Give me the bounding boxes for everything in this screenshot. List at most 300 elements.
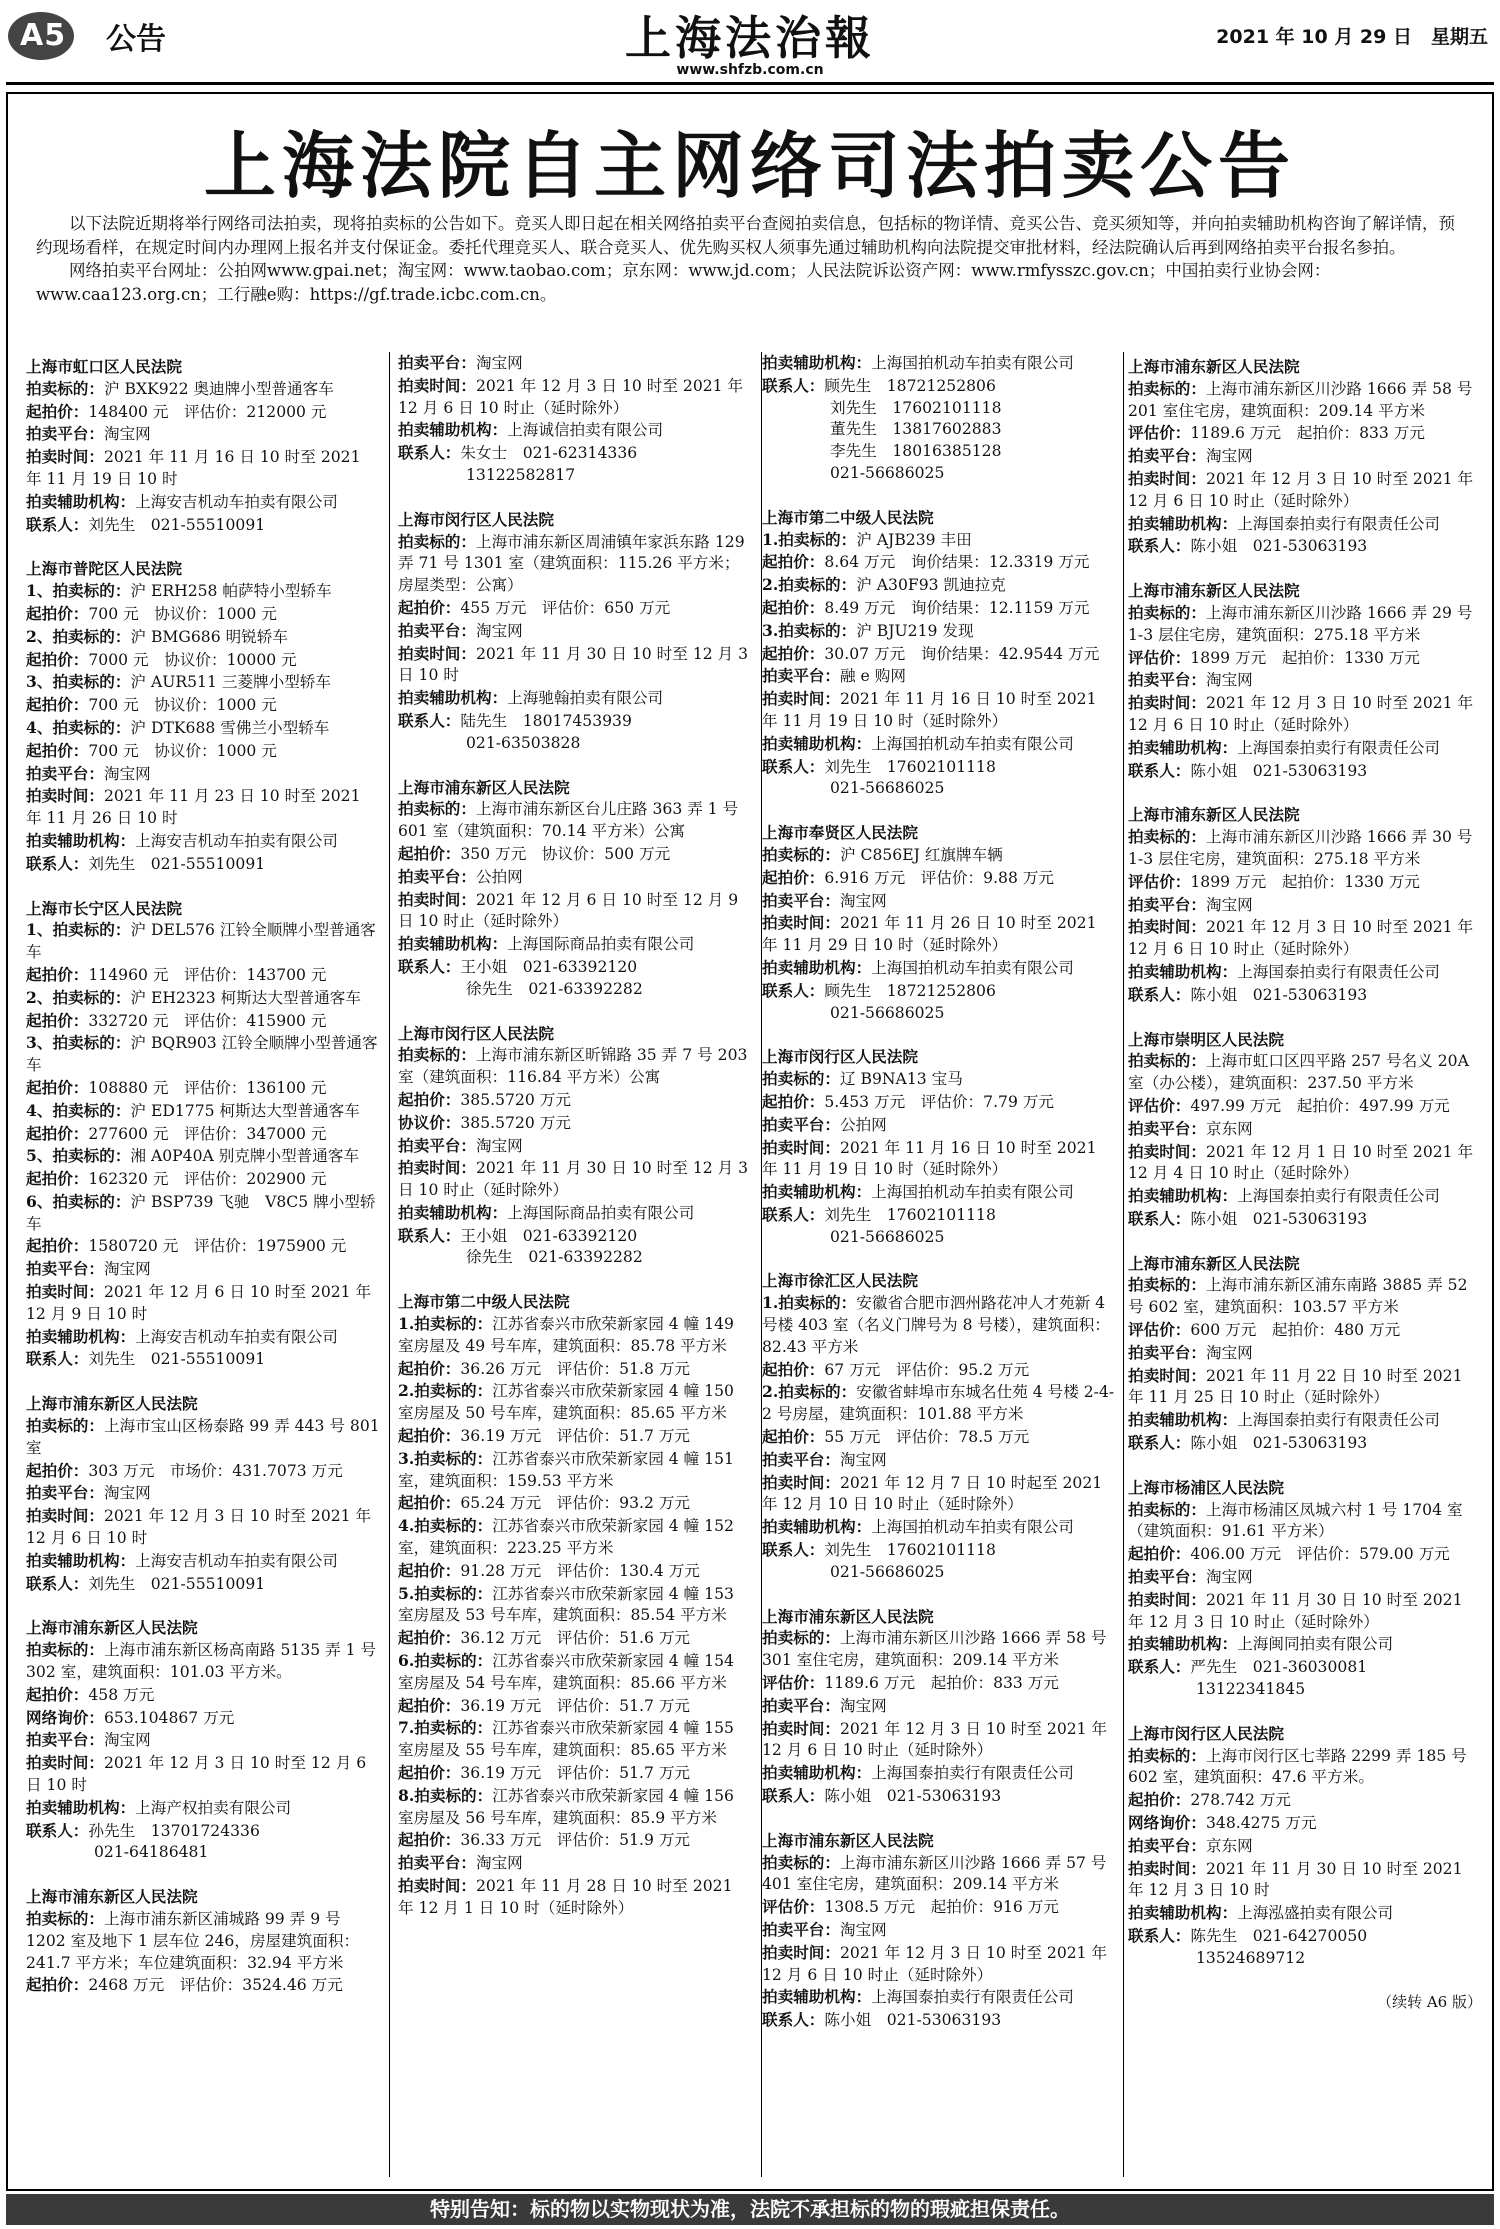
column-3 — [762, 352, 1116, 2177]
field-label: 拍卖标的： — [26, 378, 104, 398]
notice-line — [1128, 669, 1482, 692]
notice-line — [1128, 1812, 1482, 1835]
field-value: 2021 年 11 月 30 日 10 时至 12 月 3 日 10 时止（延时除外） — [398, 1159, 749, 1200]
field-value: 刘先生 021-55510091 — [88, 854, 266, 873]
field-label: 2.拍卖标的： — [762, 575, 857, 595]
field-value: 1189.6 万元 起拍价：833 万元 — [1190, 424, 1425, 443]
notice-line — [398, 1358, 752, 1381]
field-label: 拍卖辅助机构： — [26, 830, 136, 850]
field-label: 拍卖辅助机构： — [26, 491, 136, 511]
field-label: 拍卖时间： — [398, 375, 476, 395]
court-name: 上海市浦东新区人民法院 — [26, 1887, 198, 1907]
field-value: 36.19 万元 评估价：51.7 万元 — [460, 1427, 691, 1446]
notice-line — [26, 423, 380, 446]
field-label: 联系人： — [398, 443, 461, 463]
notice-line — [26, 853, 380, 876]
field-label: 联系人： — [762, 1540, 825, 1560]
notice-line — [26, 919, 380, 964]
field-label: 2、拍卖标的： — [26, 626, 131, 646]
field-value: 陈小姐 021-53063193 — [1190, 537, 1368, 556]
field-label: 拍卖辅助机构： — [1128, 513, 1238, 533]
field-label: 联系人： — [26, 1573, 89, 1593]
field-label: 拍卖平台： — [762, 890, 840, 910]
auction-notice — [762, 1830, 1116, 2032]
notice-line — [762, 1562, 1116, 1584]
field-label: 1.拍卖标的： — [398, 1314, 493, 1334]
field-label: 起拍价： — [762, 643, 825, 663]
notice-line — [762, 1672, 1116, 1695]
notice-line — [1128, 1274, 1482, 1319]
notice-line — [762, 844, 1116, 867]
notice-line — [398, 956, 752, 979]
field-value: 刘先生 021-55510091 — [88, 515, 266, 534]
field-value: 董先生 13817602883 — [830, 420, 1002, 439]
field-value: 385.5720 万元 — [460, 1090, 571, 1109]
field-value: 刘先生 021-55510091 — [88, 1574, 266, 1593]
field-label: 联系人： — [762, 980, 825, 1000]
field-value: 021-56686025 — [830, 1562, 945, 1581]
field-label: 2、拍卖标的： — [26, 987, 131, 1007]
intro-text — [36, 212, 1464, 306]
notice-line — [398, 1425, 752, 1448]
field-label: 2.拍卖标的： — [762, 1382, 857, 1402]
notice-line — [26, 1348, 380, 1371]
field-value: 303 万元 市场价：431.7073 万元 — [88, 1461, 343, 1480]
auction-notice — [398, 1291, 752, 1919]
field-label: 拍卖辅助机构： — [26, 1550, 136, 1570]
field-label: 拍卖标的： — [1128, 1275, 1206, 1295]
field-value: 王小姐 021-63392120 — [460, 957, 638, 976]
notice-line — [762, 778, 1116, 800]
court-name: 上海市长宁区人民法院 — [26, 898, 182, 918]
field-label: 起拍价： — [26, 603, 89, 623]
notice-line — [26, 1573, 380, 1596]
field-label: 1.拍卖标的： — [762, 1293, 857, 1313]
auction-notice — [398, 1023, 752, 1270]
field-label: 拍卖时间： — [398, 1158, 476, 1178]
field-value: 淘宝网 — [475, 1854, 523, 1873]
notice-line — [762, 597, 1116, 620]
field-value: 497.99 万元 起拍价：497.99 万元 — [1190, 1096, 1450, 1115]
auction-notice — [26, 898, 380, 1372]
field-value: 700 元 协议价：1000 元 — [88, 604, 277, 623]
notice-line — [1128, 1342, 1482, 1365]
field-value: 融 e 购网 — [839, 667, 906, 686]
notice-line — [1128, 647, 1482, 670]
field-value: 2468 万元 评估价：3524.46 万元 — [88, 1976, 343, 1995]
field-value: 上海国泰拍卖行有限责任公司 — [871, 1988, 1074, 2007]
notice-line — [1128, 1118, 1482, 1141]
field-label: 评估价： — [1128, 423, 1191, 443]
field-label: 拍卖时间： — [1128, 1141, 1206, 1161]
field-label: 起拍价： — [26, 1460, 89, 1480]
notice-line — [1128, 1948, 1482, 1970]
field-value: 陈小姐 021-53063193 — [1190, 1434, 1368, 1453]
notice-line — [26, 717, 380, 740]
field-value: 36.19 万元 评估价：51.7 万元 — [460, 1696, 691, 1715]
notice-line — [26, 446, 380, 491]
field-label: 联系人： — [762, 2010, 825, 2030]
column-1 — [26, 352, 380, 2177]
notice-line — [398, 1650, 752, 1695]
field-value: 上海国泰拍卖行有限责任公司 — [1237, 1411, 1440, 1430]
field-value: 淘宝网 — [1205, 671, 1253, 690]
field-label: 拍卖平台： — [398, 353, 476, 372]
field-value: 沪 A30F93 凯迪拉克 — [856, 576, 1006, 595]
field-value: 淘宝网 — [103, 1484, 151, 1503]
notice-line — [1128, 468, 1482, 513]
notice-line — [762, 1695, 1116, 1718]
notice-line — [398, 933, 752, 956]
field-value: 孙先生 13701724336 — [88, 1821, 260, 1840]
field-label: 联系人： — [762, 1204, 825, 1224]
field-value: 1189.6 万元 起拍价：833 万元 — [824, 1674, 1059, 1693]
notice-line — [26, 987, 380, 1010]
field-label: 起拍价： — [762, 1427, 825, 1447]
field-label: 拍卖标的： — [26, 1909, 104, 1928]
notice-line — [1128, 535, 1482, 558]
field-label: 联系人： — [26, 853, 89, 873]
field-value: 陈小姐 021-53063193 — [1190, 1209, 1368, 1228]
field-value: 8.49 万元 询价结果：12.1159 万元 — [824, 598, 1090, 617]
notice-line — [1128, 984, 1482, 1007]
field-value: 600 万元 起拍价：480 万元 — [1190, 1321, 1401, 1340]
field-value: 陈小姐 021-53063193 — [1190, 985, 1368, 1004]
court-name: 上海市虹口区人民法院 — [26, 357, 182, 376]
notice-line — [26, 1415, 380, 1460]
field-label: 拍卖辅助机构： — [1128, 1410, 1238, 1430]
auction-notice — [398, 352, 752, 487]
field-value: 36.26 万元 评估价：51.8 万元 — [460, 1359, 691, 1378]
auction-notice — [26, 356, 380, 536]
auction-notice — [398, 509, 752, 755]
field-value: 上海安吉机动车拍卖有限公司 — [135, 1327, 338, 1346]
field-value: 021-56686025 — [830, 463, 945, 482]
notice-line — [398, 1785, 752, 1830]
field-value: 沪 BMG686 明锐轿车 — [130, 627, 288, 646]
field-value: 021-63503828 — [466, 733, 581, 752]
field-label: 起拍价： — [26, 1236, 89, 1256]
field-label: 4.拍卖标的： — [398, 1516, 493, 1536]
field-label: 协议价： — [398, 1112, 461, 1132]
field-label: 3.拍卖标的： — [398, 1448, 493, 1468]
court-name: 上海市杨浦区人民法院 — [1128, 1477, 1284, 1497]
field-value: 2021 年 11 月 30 日 10 时至 2021 年 12 月 3 日 10 时 — [1128, 1859, 1463, 1900]
field-label: 拍卖平台： — [26, 763, 104, 783]
field-value: 65.24 万元 评估价：93.2 万元 — [460, 1494, 691, 1513]
notice-line — [398, 1313, 752, 1358]
notice-line — [398, 1247, 752, 1269]
notice-line — [762, 2009, 1116, 2032]
field-label: 拍卖标的： — [398, 799, 476, 819]
notice-line — [1128, 1589, 1482, 1634]
field-value: 653.104867 万元 — [103, 1708, 235, 1727]
notice-line — [762, 756, 1116, 779]
field-label: 拍卖平台： — [762, 666, 840, 686]
notice-line — [762, 1516, 1116, 1539]
field-value: 上海国拍机动车拍卖有限公司 — [871, 734, 1074, 753]
field-value: 淘宝网 — [103, 764, 151, 783]
field-label: 起拍价： — [762, 1359, 825, 1379]
field-value: 2021 年 12 月 3 日 10 时至 2021 年 12 月 6 日 10 时止（延时除外） — [1128, 469, 1474, 510]
field-label: 拍卖时间： — [1128, 1365, 1206, 1385]
field-label: 拍卖标的： — [762, 844, 840, 864]
field-label: 拍卖平台： — [1128, 1567, 1206, 1587]
field-value: 5.453 万元 评估价：7.79 万元 — [824, 1092, 1055, 1111]
field-value: 公拍网 — [839, 1115, 887, 1134]
field-value: 上海闽同拍卖有限公司 — [1237, 1635, 1394, 1654]
auction-notice — [26, 558, 380, 875]
notice-line — [26, 1123, 380, 1146]
auction-notice — [1128, 580, 1482, 782]
field-value: 114960 元 评估价：143700 元 — [88, 965, 327, 984]
field-value: 上海国拍机动车拍卖有限公司 — [871, 958, 1074, 977]
notice-line — [398, 465, 752, 487]
field-value: 021-56686025 — [830, 1003, 945, 1022]
field-label: 拍卖时间： — [26, 447, 104, 467]
notice-line — [762, 1785, 1116, 1808]
column-2 — [398, 352, 752, 2177]
notice-line — [26, 1235, 380, 1258]
field-value: 沪 BSP739 飞驰 V8C5 牌小型轿车 — [26, 1192, 376, 1233]
notice-line — [26, 1326, 380, 1349]
field-value: 淘宝网 — [839, 891, 887, 910]
auction-notice — [762, 507, 1116, 800]
auction-notice — [398, 777, 752, 1001]
field-value: 上海驰翰拍卖有限公司 — [507, 689, 664, 708]
notice-line — [1128, 1633, 1482, 1656]
field-label: 拍卖时间： — [1128, 917, 1206, 937]
notice-line — [26, 830, 380, 853]
field-value: 13122582817 — [466, 465, 576, 484]
field-value: 2021 年 11 月 30 日 10 时至 2021 年 12 月 3 日 10 时止（延时除外） — [1128, 1590, 1463, 1631]
notice-line — [1128, 1208, 1482, 1231]
field-value: 上海市浦东新区川沙路 1666 弄 30 号 1-3 层住宅房，建筑面积：275.18 平方米 — [1128, 828, 1473, 868]
field-value: 13122341845 — [1196, 1680, 1306, 1699]
field-label: 起拍价： — [398, 597, 461, 617]
field-value: 沪 BQR903 江铃全顺牌小型普通客车 — [26, 1034, 378, 1075]
field-value: 湘 A0P40A 别克牌小型普通客车 — [130, 1147, 360, 1166]
field-value: 1308.5 万元 起拍价：916 万元 — [824, 1898, 1059, 1917]
field-label: 评估价： — [762, 1673, 825, 1693]
notice-line — [26, 1145, 380, 1168]
field-label: 起拍价： — [26, 1010, 89, 1030]
notice-line — [762, 688, 1116, 733]
field-value: 2021 年 11 月 23 日 10 时至 2021 年 11 月 26 日 10 时 — [26, 787, 361, 828]
field-value: 刘先生 17602101118 — [824, 757, 996, 776]
field-value: 上海市浦东新区周浦镇年家浜东路 129 弄 71 号 1301 室（建筑面积：115.26 平方米；房屋类型：公寓） — [398, 532, 745, 595]
field-label: 联系人： — [398, 1225, 461, 1245]
notice-line — [1128, 1835, 1482, 1858]
intro-platforms: 网络拍卖平台网址：公拍网www.gpai.net；淘宝网：www.taobao.com；京东网：www.jd.com；人民法院诉讼资产网：www.rmfysszc.gov.cn；中国拍卖行业协会网：www.caa123.org.cn；工行融e购：https://gf.trade.icbc.com.cn。 — [36, 261, 1331, 304]
field-label: 拍卖时间： — [26, 1753, 104, 1773]
notice-line — [398, 1225, 752, 1248]
field-value: 2021 年 11 月 16 日 10 时至 2021 年 11 月 19 日 10 时（延时除外） — [762, 690, 1097, 730]
column-4 — [1128, 352, 1482, 2177]
field-value: 13524689712 — [1196, 1948, 1306, 1967]
field-value: 刘先生 17602101118 — [824, 1541, 996, 1560]
section-label: 公告 — [106, 22, 166, 57]
notice-line — [398, 687, 752, 710]
field-label: 起拍价： — [26, 695, 89, 715]
field-label: 拍卖时间： — [1128, 468, 1206, 488]
notice-line — [26, 740, 380, 763]
field-label: 拍卖标的： — [1128, 1499, 1206, 1519]
court-name: 上海市第二中级人民法院 — [762, 507, 934, 527]
court-name: 上海市普陀区人民法院 — [26, 559, 182, 579]
field-label: 拍卖平台： — [26, 1483, 104, 1503]
notice-line — [762, 1539, 1116, 1562]
court-name: 上海市崇明区人民法院 — [1128, 1029, 1284, 1049]
notice-line — [762, 1919, 1116, 1942]
notice-line — [762, 551, 1116, 574]
field-value: 350 万元 协议价：500 万元 — [460, 844, 671, 863]
notice-line — [1128, 1409, 1482, 1432]
auction-notice — [1128, 1029, 1482, 1231]
field-value: 京东网 — [1205, 1836, 1253, 1855]
field-label: 拍卖辅助机构： — [1128, 737, 1238, 757]
notice-line — [762, 463, 1116, 485]
field-value: 2021 年 11 月 16 日 10 时至 2021 年 11 月 19 日 10 时（延时除外） — [762, 1138, 1097, 1179]
field-value: 沪 AJB239 丰田 — [856, 530, 972, 549]
field-label: 联系人： — [1128, 536, 1191, 556]
notice-line — [762, 1003, 1116, 1025]
field-value: 2021 年 11 月 28 日 10 时至 2021 年 12 月 1 日 10 时（延时除外） — [398, 1877, 733, 1917]
court-name: 上海市浦东新区人民法院 — [26, 1394, 198, 1414]
field-value: 淘宝网 — [475, 1136, 523, 1155]
field-value: 上海市浦东新区川沙路 1666 弄 57 号 401 室住宅房，建筑面积：209.14 平方米 — [762, 1853, 1107, 1894]
notice-line — [1128, 1925, 1482, 1948]
field-label: 起拍价： — [26, 964, 89, 984]
notice-line — [762, 912, 1116, 957]
notice-line — [26, 964, 380, 987]
field-label: 拍卖标的： — [26, 1416, 104, 1436]
field-value: 700 元 协议价：1000 元 — [88, 741, 277, 760]
notice-line — [1128, 422, 1482, 445]
field-value: 上海国拍机动车拍卖有限公司 — [871, 1518, 1074, 1537]
field-value: 淘宝网 — [1205, 1568, 1253, 1587]
field-label: 起拍价： — [398, 1089, 461, 1109]
notice-line — [1128, 1656, 1482, 1679]
field-label: 拍卖标的： — [398, 1045, 476, 1065]
field-value: 徐先生 021-63392282 — [466, 1248, 643, 1267]
field-value: 7000 元 协议价：10000 元 — [88, 650, 297, 669]
field-label: 拍卖标的： — [1128, 602, 1206, 622]
notice-line — [398, 1380, 752, 1425]
auction-notice — [762, 352, 1116, 485]
auction-notice — [1128, 1723, 1482, 1970]
field-label: 拍卖辅助机构： — [1128, 961, 1238, 981]
field-label: 联系人： — [1128, 984, 1191, 1004]
field-value: 上海市浦东新区川沙路 1666 弄 29 号 1-3 层住宅房，建筑面积：275.18 平方米 — [1128, 603, 1473, 644]
notice-line — [762, 733, 1116, 756]
notice-line — [1128, 1185, 1482, 1208]
field-label: 拍卖时间： — [762, 1942, 840, 1962]
court-name: 上海市奉贤区人民法院 — [762, 823, 918, 843]
notice-line — [762, 1181, 1116, 1204]
court-name: 上海市浦东新区人民法院 — [1128, 1253, 1300, 1273]
field-value: 148400 元 评估价：212000 元 — [88, 402, 327, 421]
notice-line — [398, 620, 752, 643]
notice-line — [26, 1797, 380, 1820]
notice-line — [26, 1077, 380, 1100]
field-value: 385.5720 万元 — [460, 1113, 571, 1132]
notice-line — [1128, 916, 1482, 961]
notice-line — [1128, 961, 1482, 984]
notice-line — [1128, 1365, 1482, 1410]
notice-line — [398, 710, 752, 733]
field-value: 上海市浦东新区浦东南路 3885 弄 52 号 602 室，建筑面积：103.57 平方米 — [1128, 1276, 1468, 1317]
field-value: 上海市浦东新区台儿庄路 363 弄 1 号 601 室（建筑面积：70.14 平方米）公寓 — [398, 800, 739, 841]
field-value: 江苏省泰兴市欣荣新家园 4 幢 152 室，建筑面积：223.25 平方米 — [398, 1517, 734, 1558]
field-value: 沪 EH2323 柯斯达大型普通客车 — [130, 988, 361, 1007]
field-label: 拍卖辅助机构： — [1128, 1186, 1238, 1206]
field-value: 36.19 万元 评估价：51.7 万元 — [460, 1764, 691, 1783]
notice-line — [26, 1820, 380, 1843]
field-value: 上海市杨浦区凤城六村 1 号 1704 室（建筑面积：91.61 平方米） — [1128, 1500, 1463, 1541]
notice-line — [762, 1986, 1116, 2009]
field-label: 评估价： — [762, 1897, 825, 1917]
court-name: 上海市徐汇区人民法院 — [762, 1271, 918, 1291]
field-label: 评估价： — [1128, 1095, 1191, 1115]
notice-line — [762, 1227, 1116, 1249]
field-label: 评估价： — [1128, 1320, 1191, 1340]
intro-paragraph: 以下法院近期将举行网络司法拍卖，现将拍卖标的公告如下。竞买人即日起在相关网络拍卖平台查阅拍卖信息，包括标的物详情、竞买公告、竞买须知等，并向拍卖辅助机构咨询了解详情，预约现场看样，在规定时间内办理网上报名并支付保证金。委托代理竞买人、联合竞买人、优先购买权人须事先通过辅助机构向法院提交审批材料，经法院确认后再到网络拍卖平台报名参拍。 — [36, 214, 1455, 257]
auction-notice — [26, 1393, 380, 1595]
notice-line — [1128, 1679, 1482, 1701]
field-value: 上海市虹口区四平路 257 号名义 20A 室（办公楼），建筑面积：237.50 平方米 — [1128, 1052, 1469, 1093]
field-label: 起拍价： — [26, 1684, 89, 1704]
field-label: 拍卖辅助机构： — [26, 1326, 136, 1346]
field-label: 联系人： — [26, 1820, 89, 1840]
court-name: 上海市浦东新区人民法院 — [762, 1606, 934, 1626]
court-name: 上海市浦东新区人民法院 — [762, 1830, 934, 1850]
field-value: 458 万元 — [88, 1685, 155, 1704]
field-value: 上海安吉机动车拍卖有限公司 — [135, 492, 338, 511]
notice-line — [26, 1639, 380, 1684]
court-name: 上海市第二中级人民法院 — [398, 1292, 570, 1312]
field-label: 拍卖时间： — [762, 689, 840, 709]
field-label: 拍卖辅助机构： — [1128, 1903, 1238, 1923]
header-rule — [6, 82, 1494, 85]
field-value: 安徽省蚌埠市东城名仕苑 4 号楼 2-4-2 号房屋，建筑面积：101.88 平方米 — [762, 1383, 1115, 1424]
field-value: 上海泓盛拍卖有限公司 — [1237, 1904, 1394, 1923]
field-value: 2021 年 12 月 3 日 10 时至 2021 年 12 月 6 日 10 时止（延时除外） — [1128, 918, 1474, 959]
field-value: 455 万元 评估价：650 万元 — [460, 598, 671, 617]
field-label: 起拍价： — [1128, 1790, 1191, 1810]
field-value: 36.12 万元 评估价：51.6 万元 — [460, 1629, 691, 1648]
field-label: 拍卖平台： — [398, 1853, 476, 1873]
field-label: 拍卖标的： — [26, 1640, 104, 1660]
field-label: 联系人： — [762, 375, 825, 395]
field-value: 陈小姐 021-53063193 — [824, 1787, 1002, 1806]
field-value: 上海国泰拍卖行有限责任公司 — [1237, 1187, 1440, 1206]
field-value: 上海市宝山区杨泰路 99 弄 443 号 801 室 — [26, 1417, 380, 1457]
field-value: 2021 年 11 月 22 日 10 时至 2021 年 11 月 25 日 10 时止（延时除外） — [1128, 1366, 1463, 1407]
field-label: 4、拍卖标的： — [26, 1100, 131, 1120]
notice-line — [26, 649, 380, 672]
auction-notice — [762, 822, 1116, 1024]
field-value: 公拍网 — [475, 867, 523, 886]
field-label: 拍卖辅助机构： — [1128, 1634, 1238, 1654]
field-value: 江苏省泰兴市欣荣新家园 4 幢 151 室，建筑面积：159.53 平方米 — [398, 1449, 734, 1490]
notice-line — [26, 785, 380, 830]
notice-line — [398, 352, 752, 375]
field-label: 起拍价： — [398, 1358, 461, 1378]
field-label: 拍卖标的： — [1128, 1051, 1206, 1071]
field-label: 拍卖辅助机构： — [762, 1517, 872, 1537]
notice-line — [398, 1044, 752, 1089]
